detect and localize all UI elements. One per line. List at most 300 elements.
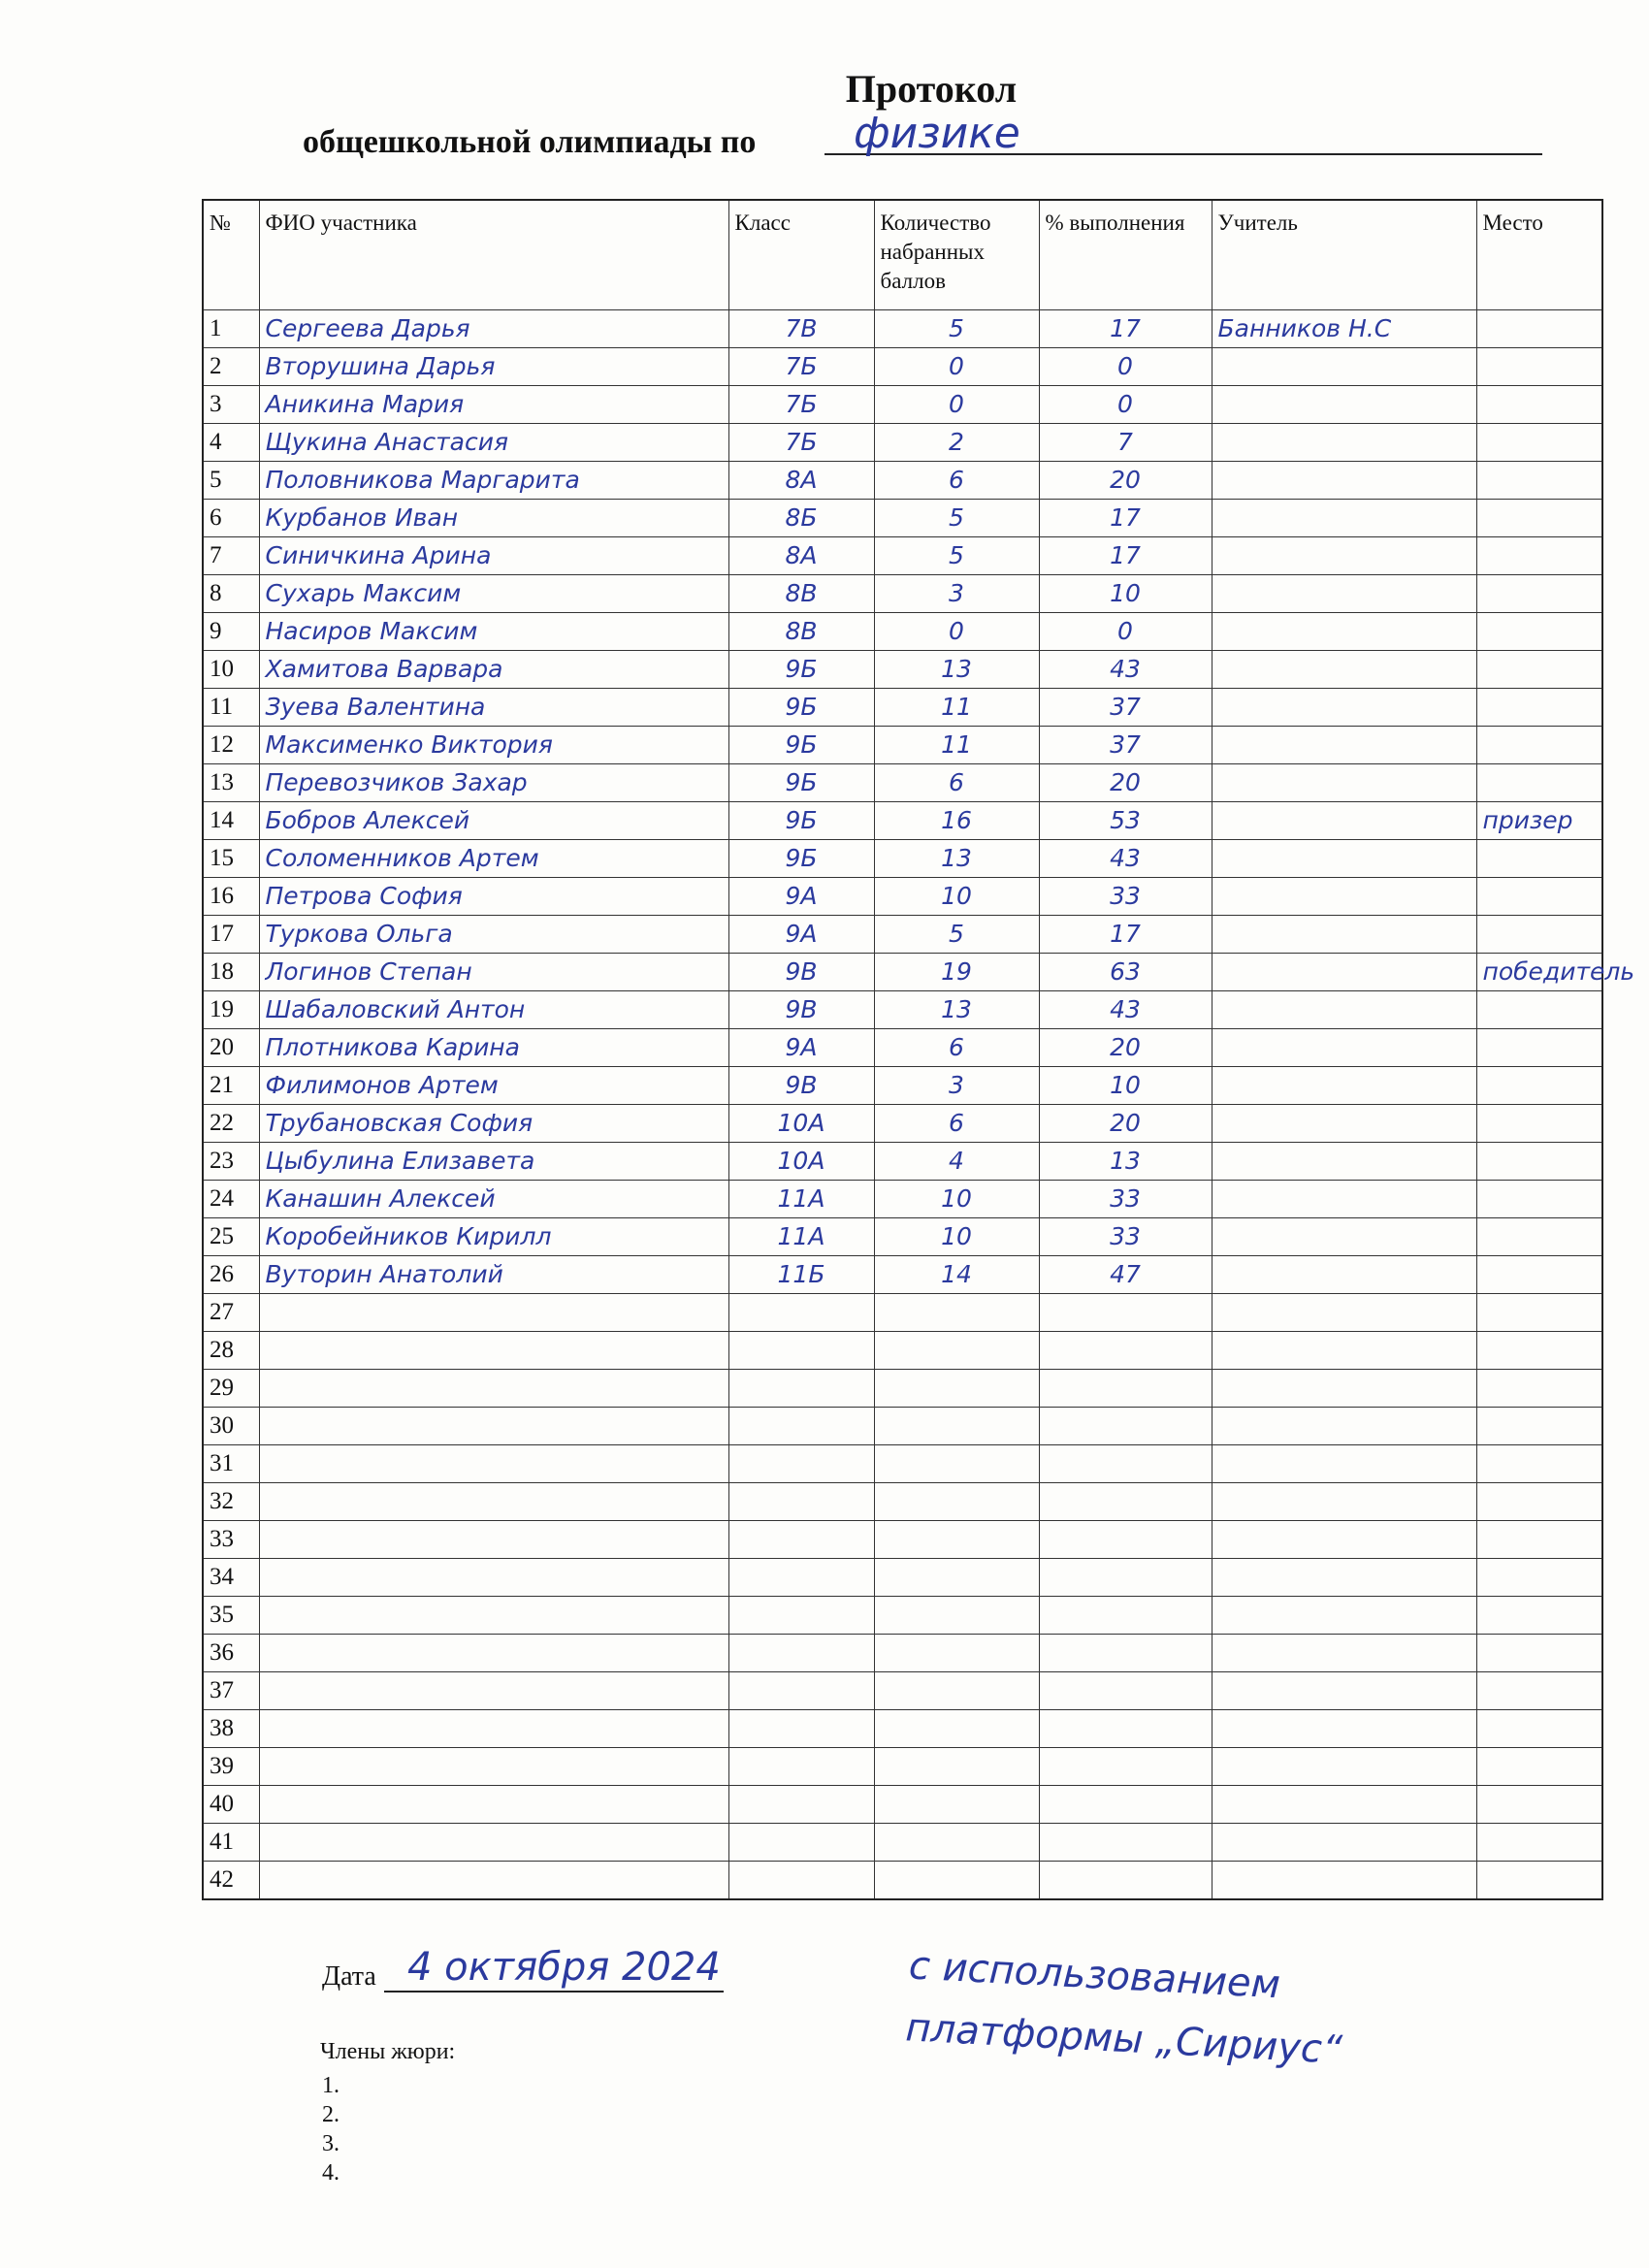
cell-class: 8Б	[728, 500, 874, 537]
table-row	[203, 1294, 1602, 1332]
cell-place	[1476, 1559, 1602, 1597]
cell-place	[1476, 1294, 1602, 1332]
cell-name: Перевозчиков Захар	[259, 764, 728, 802]
subject-handwritten: физике	[854, 109, 1020, 158]
table-row	[203, 1672, 1602, 1710]
cell-score: 3	[874, 1067, 1039, 1105]
table-row	[203, 727, 1602, 764]
cell-score: 5	[874, 537, 1039, 575]
table-row	[203, 954, 1602, 991]
cell-percent	[1039, 1370, 1212, 1408]
cell-percent	[1039, 1294, 1212, 1332]
cell-class: 11Б	[728, 1256, 874, 1294]
cell-teacher	[1212, 500, 1476, 537]
cell-place	[1476, 575, 1602, 613]
cell-percent: 20	[1039, 1105, 1212, 1143]
cell-teacher	[1212, 1218, 1476, 1256]
cell-percent: 33	[1039, 878, 1212, 916]
table-row	[203, 1029, 1602, 1067]
cell-name: Сухарь Максим	[259, 575, 728, 613]
cell-percent: 20	[1039, 462, 1212, 500]
cell-place	[1476, 764, 1602, 802]
cell-percent	[1039, 1445, 1212, 1483]
cell-place	[1476, 689, 1602, 727]
table-row	[203, 575, 1602, 613]
cell-place	[1476, 1143, 1602, 1181]
cell-name	[259, 1635, 728, 1672]
cell-number: 28	[203, 1332, 259, 1370]
cell-percent: 13	[1039, 1143, 1212, 1181]
cell-number: 20	[203, 1029, 259, 1067]
cell-name	[259, 1748, 728, 1786]
cell-score	[874, 1559, 1039, 1597]
cell-percent: 43	[1039, 651, 1212, 689]
cell-class: 9Б	[728, 689, 874, 727]
cell-number: 40	[203, 1786, 259, 1824]
cell-place	[1476, 1483, 1602, 1521]
jury-item: 3.	[322, 2131, 340, 2156]
cell-name: Цыбулина Елизавета	[259, 1143, 728, 1181]
cell-name: Канашин Алексей	[259, 1181, 728, 1218]
cell-score: 10	[874, 1181, 1039, 1218]
cell-number: 29	[203, 1370, 259, 1408]
cell-percent: 17	[1039, 310, 1212, 348]
cell-name: Туркова Ольга	[259, 916, 728, 954]
cell-name: Филимонов Артем	[259, 1067, 728, 1105]
cell-class	[728, 1370, 874, 1408]
cell-number: 13	[203, 764, 259, 802]
cell-class: 7Б	[728, 348, 874, 386]
cell-number: 26	[203, 1256, 259, 1294]
cell-score	[874, 1370, 1039, 1408]
cell-class: 8А	[728, 537, 874, 575]
cell-number: 21	[203, 1067, 259, 1105]
cell-percent: 17	[1039, 537, 1212, 575]
cell-number: 17	[203, 916, 259, 954]
cell-class: 9А	[728, 878, 874, 916]
cell-class: 9В	[728, 991, 874, 1029]
cell-number: 31	[203, 1445, 259, 1483]
cell-class: 9Б	[728, 727, 874, 764]
cell-percent	[1039, 1521, 1212, 1559]
cell-class: 9Б	[728, 651, 874, 689]
cell-name	[259, 1786, 728, 1824]
cell-teacher	[1212, 689, 1476, 727]
cell-percent: 7	[1039, 424, 1212, 462]
cell-place	[1476, 1862, 1602, 1900]
cell-percent	[1039, 1862, 1212, 1900]
cell-name: Сергеева Дарья	[259, 310, 728, 348]
date-handwritten: 4 октября 2024	[407, 1945, 721, 1990]
cell-teacher	[1212, 613, 1476, 651]
cell-number: 18	[203, 954, 259, 991]
cell-name: Курбанов Иван	[259, 500, 728, 537]
cell-percent	[1039, 1710, 1212, 1748]
cell-teacher	[1212, 1748, 1476, 1786]
cell-score: 5	[874, 310, 1039, 348]
cell-name: Бобров Алексей	[259, 802, 728, 840]
cell-teacher	[1212, 1483, 1476, 1521]
cell-score: 13	[874, 651, 1039, 689]
table-row	[203, 386, 1602, 424]
cell-number: 41	[203, 1824, 259, 1862]
jury-title: Члены жюри:	[320, 2039, 456, 2064]
cell-percent: 17	[1039, 500, 1212, 537]
cell-name: Вуторин Анатолий	[259, 1256, 728, 1294]
cell-place	[1476, 651, 1602, 689]
cell-percent	[1039, 1483, 1212, 1521]
table-row	[203, 1370, 1602, 1408]
document-title: Протокол	[845, 67, 1018, 111]
cell-number: 10	[203, 651, 259, 689]
table-body	[203, 310, 1635, 1900]
cell-percent: 43	[1039, 840, 1212, 878]
cell-score: 0	[874, 348, 1039, 386]
cell-teacher	[1212, 1029, 1476, 1067]
cell-teacher	[1212, 386, 1476, 424]
cell-score: 19	[874, 954, 1039, 991]
cell-number: 27	[203, 1294, 259, 1332]
cell-score: 10	[874, 878, 1039, 916]
cell-percent	[1039, 1786, 1212, 1824]
cell-score: 13	[874, 991, 1039, 1029]
cell-class	[728, 1483, 874, 1521]
cell-score: 16	[874, 802, 1039, 840]
cell-score: 10	[874, 1218, 1039, 1256]
cell-score: 6	[874, 1105, 1039, 1143]
cell-number: 4	[203, 424, 259, 462]
date-label: Дата	[322, 1961, 376, 1992]
cell-number: 32	[203, 1483, 259, 1521]
cell-class	[728, 1824, 874, 1862]
table-row	[203, 689, 1602, 727]
table-row	[203, 1862, 1602, 1900]
cell-percent: 10	[1039, 575, 1212, 613]
cell-name: Насиров Максим	[259, 613, 728, 651]
cell-class	[728, 1862, 874, 1900]
cell-class: 8В	[728, 613, 874, 651]
cell-teacher	[1212, 954, 1476, 991]
cell-number: 37	[203, 1672, 259, 1710]
cell-score	[874, 1332, 1039, 1370]
cell-place	[1476, 386, 1602, 424]
cell-name	[259, 1521, 728, 1559]
cell-class	[728, 1408, 874, 1445]
cell-number: 1	[203, 310, 259, 348]
cell-percent: 10	[1039, 1067, 1212, 1105]
cell-place	[1476, 1597, 1602, 1635]
table-row	[203, 310, 1602, 348]
cell-number: 34	[203, 1559, 259, 1597]
cell-percent: 17	[1039, 916, 1212, 954]
cell-name	[259, 1370, 728, 1408]
cell-percent	[1039, 1332, 1212, 1370]
cell-place	[1476, 1521, 1602, 1559]
cell-teacher	[1212, 991, 1476, 1029]
table-row	[203, 1143, 1602, 1181]
cell-place	[1476, 1748, 1602, 1786]
cell-number: 6	[203, 500, 259, 537]
cell-number: 14	[203, 802, 259, 840]
cell-number: 33	[203, 1521, 259, 1559]
cell-number: 9	[203, 613, 259, 651]
table-row	[203, 764, 1602, 802]
cell-name	[259, 1672, 728, 1710]
table-row	[203, 1559, 1602, 1597]
cell-class	[728, 1748, 874, 1786]
cell-number: 39	[203, 1748, 259, 1786]
column-header-place: Место	[1476, 200, 1602, 310]
cell-teacher	[1212, 1408, 1476, 1445]
cell-teacher	[1212, 1710, 1476, 1748]
cell-place	[1476, 1408, 1602, 1445]
cell-name	[259, 1294, 728, 1332]
cell-teacher	[1212, 424, 1476, 462]
cell-number: 38	[203, 1710, 259, 1748]
cell-class	[728, 1786, 874, 1824]
table-row	[203, 1597, 1602, 1635]
cell-number: 22	[203, 1105, 259, 1143]
cell-percent: 0	[1039, 348, 1212, 386]
cell-name: Трубановская София	[259, 1105, 728, 1143]
cell-score: 11	[874, 727, 1039, 764]
cell-number: 3	[203, 386, 259, 424]
cell-score	[874, 1445, 1039, 1483]
cell-teacher	[1212, 840, 1476, 878]
cell-class: 10А	[728, 1105, 874, 1143]
cell-percent	[1039, 1672, 1212, 1710]
cell-percent: 20	[1039, 764, 1212, 802]
cell-place	[1476, 727, 1602, 764]
cell-percent: 63	[1039, 954, 1212, 991]
cell-class	[728, 1294, 874, 1332]
cell-teacher	[1212, 764, 1476, 802]
table-row	[203, 916, 1602, 954]
cell-name	[259, 1862, 728, 1900]
cell-number: 19	[203, 991, 259, 1029]
cell-teacher	[1212, 1559, 1476, 1597]
cell-score	[874, 1483, 1039, 1521]
cell-place	[1476, 462, 1602, 500]
cell-place	[1476, 424, 1602, 462]
cell-class	[728, 1672, 874, 1710]
cell-teacher: Банников Н.С	[1212, 310, 1476, 348]
cell-percent: 43	[1039, 991, 1212, 1029]
table-row	[203, 1635, 1602, 1672]
cell-percent: 37	[1039, 727, 1212, 764]
cell-name: Аникина Мария	[259, 386, 728, 424]
cell-score	[874, 1710, 1039, 1748]
cell-teacher	[1212, 1635, 1476, 1672]
table-row	[203, 1256, 1602, 1294]
cell-place	[1476, 1181, 1602, 1218]
cell-name: Зуева Валентина	[259, 689, 728, 727]
cell-number: 5	[203, 462, 259, 500]
cell-name	[259, 1559, 728, 1597]
cell-class: 9В	[728, 1067, 874, 1105]
cell-teacher	[1212, 1445, 1476, 1483]
cell-score	[874, 1635, 1039, 1672]
table-row	[203, 1332, 1602, 1370]
table-row	[203, 424, 1602, 462]
cell-name	[259, 1445, 728, 1483]
table-row	[203, 462, 1602, 500]
table-row	[203, 1105, 1602, 1143]
column-header-class: Класс	[728, 200, 874, 310]
table-row	[203, 802, 1602, 840]
cell-number: 7	[203, 537, 259, 575]
cell-teacher	[1212, 651, 1476, 689]
cell-number: 24	[203, 1181, 259, 1218]
cell-number: 23	[203, 1143, 259, 1181]
cell-score	[874, 1672, 1039, 1710]
cell-percent: 47	[1039, 1256, 1212, 1294]
cell-class	[728, 1521, 874, 1559]
cell-class: 9Б	[728, 764, 874, 802]
table-row	[203, 500, 1602, 537]
cell-score	[874, 1786, 1039, 1824]
cell-class	[728, 1445, 874, 1483]
cell-percent	[1039, 1635, 1212, 1672]
cell-teacher	[1212, 1294, 1476, 1332]
cell-percent: 0	[1039, 613, 1212, 651]
cell-percent	[1039, 1559, 1212, 1597]
cell-place	[1476, 1105, 1602, 1143]
cell-number: 8	[203, 575, 259, 613]
cell-place	[1476, 840, 1602, 878]
cell-score	[874, 1521, 1039, 1559]
cell-percent: 53	[1039, 802, 1212, 840]
platform-note-handwritten: с использованием платформы „Сириус“	[904, 1943, 1343, 2073]
table-row	[203, 1067, 1602, 1105]
cell-class: 9Б	[728, 802, 874, 840]
cell-score	[874, 1824, 1039, 1862]
cell-percent: 37	[1039, 689, 1212, 727]
cell-score	[874, 1294, 1039, 1332]
cell-place	[1476, 991, 1602, 1029]
cell-name: Щукина Анастасия	[259, 424, 728, 462]
jury-item: 1.	[322, 2073, 340, 2098]
cell-teacher	[1212, 802, 1476, 840]
cell-place	[1476, 1635, 1602, 1672]
table-row	[203, 613, 1602, 651]
cell-number: 12	[203, 727, 259, 764]
cell-teacher	[1212, 1672, 1476, 1710]
cell-number: 16	[203, 878, 259, 916]
cell-place	[1476, 1332, 1602, 1370]
cell-teacher	[1212, 1067, 1476, 1105]
cell-place: победитель	[1476, 954, 1602, 991]
cell-name	[259, 1597, 728, 1635]
cell-percent	[1039, 1748, 1212, 1786]
cell-score: 0	[874, 613, 1039, 651]
cell-class: 9А	[728, 1029, 874, 1067]
cell-name: Вторушина Дарья	[259, 348, 728, 386]
table-row	[203, 1181, 1602, 1218]
cell-name: Петрова София	[259, 878, 728, 916]
cell-name: Коробейников Кирилл	[259, 1218, 728, 1256]
table-row	[203, 1521, 1602, 1559]
cell-score: 5	[874, 916, 1039, 954]
cell-score: 3	[874, 575, 1039, 613]
jury-list	[322, 2071, 340, 2187]
cell-score: 6	[874, 462, 1039, 500]
cell-place	[1476, 537, 1602, 575]
cell-percent	[1039, 1597, 1212, 1635]
cell-teacher	[1212, 1181, 1476, 1218]
table-row	[203, 1824, 1602, 1862]
cell-place	[1476, 1672, 1602, 1710]
cell-teacher	[1212, 1143, 1476, 1181]
cell-place	[1476, 1029, 1602, 1067]
cell-teacher	[1212, 575, 1476, 613]
cell-percent	[1039, 1408, 1212, 1445]
cell-percent: 33	[1039, 1181, 1212, 1218]
table-row	[203, 651, 1602, 689]
column-header-name: ФИО участника	[259, 200, 728, 310]
cell-name: Логинов Степан	[259, 954, 728, 991]
cell-score: 11	[874, 689, 1039, 727]
cell-name	[259, 1824, 728, 1862]
cell-teacher	[1212, 727, 1476, 764]
cell-place	[1476, 1710, 1602, 1748]
cell-place	[1476, 1256, 1602, 1294]
cell-class	[728, 1332, 874, 1370]
cell-name: Плотникова Карина	[259, 1029, 728, 1067]
date-underline	[384, 1991, 724, 1993]
cell-name: Хамитова Варвара	[259, 651, 728, 689]
cell-score: 13	[874, 840, 1039, 878]
cell-place	[1476, 1824, 1602, 1862]
cell-score: 14	[874, 1256, 1039, 1294]
column-header-percent: % выполнения	[1039, 200, 1212, 310]
cell-class: 8А	[728, 462, 874, 500]
jury-item: 2.	[322, 2102, 340, 2127]
cell-class: 9А	[728, 916, 874, 954]
cell-percent: 0	[1039, 386, 1212, 424]
cell-number: 36	[203, 1635, 259, 1672]
cell-teacher	[1212, 1332, 1476, 1370]
cell-class: 11А	[728, 1181, 874, 1218]
cell-teacher	[1212, 1105, 1476, 1143]
cell-class	[728, 1559, 874, 1597]
cell-score	[874, 1597, 1039, 1635]
cell-name	[259, 1710, 728, 1748]
cell-teacher	[1212, 1824, 1476, 1862]
table-row	[203, 878, 1602, 916]
table-row	[203, 1408, 1602, 1445]
cell-class: 7В	[728, 310, 874, 348]
cell-place	[1476, 1218, 1602, 1256]
cell-place	[1476, 1786, 1602, 1824]
cell-place	[1476, 1445, 1602, 1483]
cell-name: Синичкина Арина	[259, 537, 728, 575]
cell-class	[728, 1710, 874, 1748]
cell-percent: 33	[1039, 1218, 1212, 1256]
cell-number: 35	[203, 1597, 259, 1635]
document-subtitle: общешкольной олимпиады по	[303, 124, 757, 160]
cell-score: 6	[874, 764, 1039, 802]
table-row	[203, 840, 1602, 878]
cell-teacher	[1212, 462, 1476, 500]
cell-teacher	[1212, 916, 1476, 954]
cell-name: Соломенников Артем	[259, 840, 728, 878]
cell-teacher	[1212, 1862, 1476, 1900]
table-header-row	[203, 200, 1602, 310]
cell-name	[259, 1332, 728, 1370]
cell-class	[728, 1597, 874, 1635]
cell-percent	[1039, 1824, 1212, 1862]
